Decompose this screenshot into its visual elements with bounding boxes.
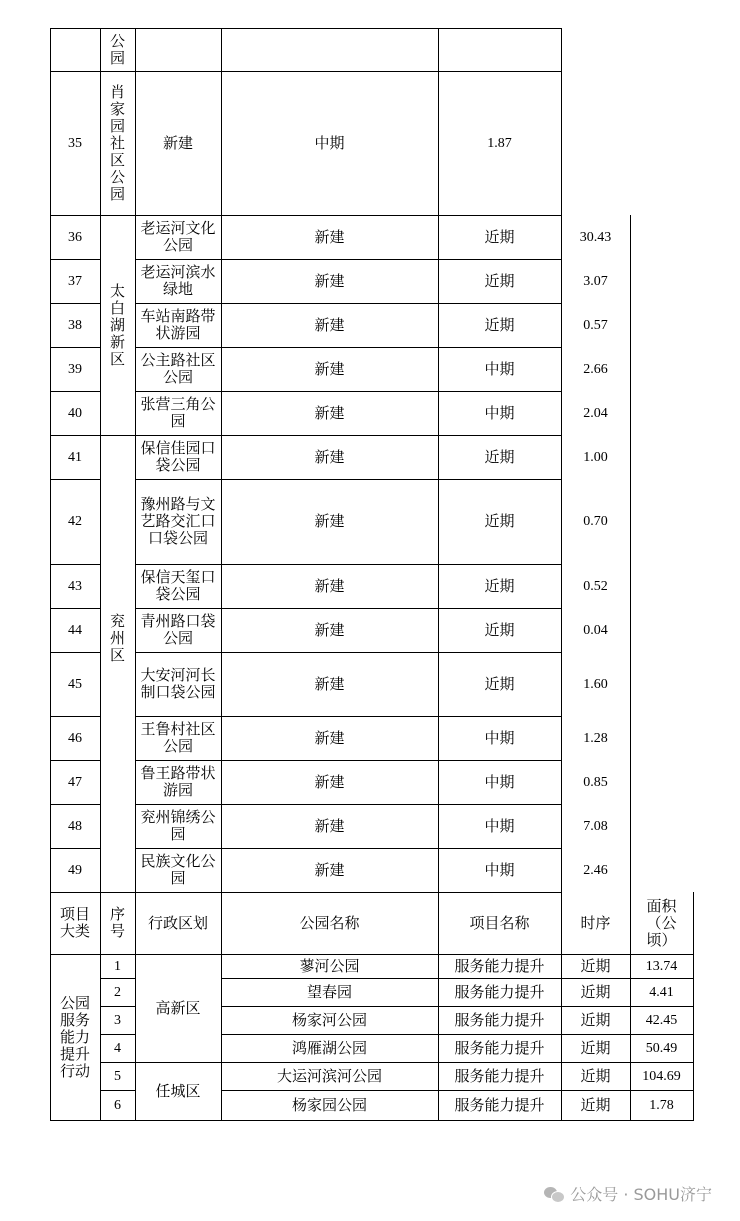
row-type-41 [221,435,438,479]
park-name-49-text: 民族文化公园 [140,852,216,887]
bottom-period-1 [561,954,630,978]
bottom-park-4 [221,1034,438,1062]
row-type-36-text: 新建 [314,227,345,246]
row-type-46 [221,716,438,760]
header-category [50,892,100,954]
row-period-47 [438,760,561,804]
row-area-49 [561,848,630,892]
row-area-42-text: 0.70 [583,514,608,529]
row-no-43 [50,564,100,608]
row-no-46-text: 46 [68,730,82,746]
park-name-48-text: 兖州锦绣公园 [140,808,216,843]
row-area-35 [438,71,561,215]
row-type-48 [221,804,438,848]
row-type-40-text: 新建 [314,403,345,422]
row-type-39 [221,347,438,391]
row-period-48 [438,804,561,848]
row-no-40-text: 40 [68,405,82,421]
row-period-40-text: 中期 [484,403,515,422]
row-area-41 [561,435,630,479]
row-type-49-text: 新建 [314,860,345,879]
row-area-46-text: 1.28 [583,730,608,746]
district-cell-yanzhou [100,535,135,742]
row-type-44 [221,608,438,652]
bottom-no-2 [100,978,135,1006]
row-no-41-text: 41 [68,449,82,465]
bottom-park-3 [221,1006,438,1034]
row-type-45-text: 新建 [314,674,345,693]
bottom-area-5-text: 104.69 [642,1068,681,1084]
bottom-no-6 [100,1090,135,1120]
bottom-project-3-text: 服务能力提升 [454,1010,545,1029]
row-type-37 [221,259,438,303]
park-name-38-text: 车站南路带状游园 [140,307,216,342]
row-no-35 [50,71,100,215]
row-no-35-text: 35 [68,135,82,151]
row-no-48-text: 48 [68,818,82,834]
park-name-44-text: 青州路口袋公园 [140,612,216,647]
row-period-37-text: 近期 [484,271,515,290]
bottom-project-4 [438,1034,561,1062]
row-type-38-text: 新建 [314,315,345,334]
header-park-text: 公园名称 [299,913,360,932]
row-period-43 [438,564,561,608]
bottom-period-4-text: 近期 [580,1038,611,1057]
park-name-39 [135,347,221,391]
bottom-area-5 [630,1062,693,1090]
row-no-41 [50,435,100,479]
bottom-area-6-text: 1.78 [649,1097,674,1113]
row-area-39-text: 2.66 [583,361,608,377]
bottom-area-3-text: 42.45 [645,1012,678,1028]
row-area-42 [561,479,630,564]
bottom-area-2-text: 4.41 [649,984,674,1000]
row-no-44 [50,608,100,652]
park-name-39-text: 公主路社区公园 [140,351,216,386]
bottom-no-1 [100,954,135,978]
bottom-area-1 [630,954,693,978]
row-type-47 [221,760,438,804]
row-area-37-text: 3.07 [583,273,608,289]
bottom-park-3-text: 杨家河公园 [291,1010,367,1029]
bottom-area-1-text: 13.74 [645,958,678,974]
district-gaoxin [135,954,221,1062]
bottom-park-6-text: 杨家园公园 [291,1095,367,1114]
header-project [438,892,561,954]
district-gaoxin-text: 高新区 [155,998,201,1017]
row-period-47-text: 中期 [484,772,515,791]
bottom-area-4 [630,1034,693,1062]
row-period-39 [438,347,561,391]
park-name-45 [135,652,221,716]
row-period-36 [438,215,561,259]
row-period-45 [438,652,561,716]
row-no-44-text: 44 [68,622,82,638]
bottom-park-1-text: 蓼河公园 [299,956,360,975]
row-period-42 [438,479,561,564]
bottom-period-5-text: 近期 [580,1066,611,1085]
row-period-38 [438,303,561,347]
row-type-43 [221,564,438,608]
park-name-41 [135,435,221,479]
row-period-41 [438,435,561,479]
header-period-text: 时序 [580,913,611,932]
watermark-text: 公众号 · SOHU济宁 [570,1185,712,1204]
row-no-49-text: 49 [68,862,82,878]
bottom-park-5 [221,1062,438,1090]
header-category-text: 项目大类 [59,905,90,940]
row-area-44-text: 0.04 [583,622,608,638]
bottom-no-6-text: 6 [114,1097,121,1113]
row-period-46-text: 中期 [484,728,515,747]
row-no-45-text: 45 [68,676,82,692]
row-no-47 [50,760,100,804]
district-rencheng-text: 任城区 [155,1081,201,1100]
table-rule [50,1120,694,1121]
park-name-47-text: 鲁王路带状游园 [140,764,216,799]
row-type-35 [135,71,221,215]
bottom-park-5-text: 大运河滨河公园 [276,1066,382,1085]
park-name-36 [135,215,221,259]
header-park [221,892,438,954]
row-no-37 [50,259,100,303]
bottom-park-6 [221,1090,438,1120]
row-no-43-text: 43 [68,578,82,594]
row-type-47-text: 新建 [314,772,345,791]
row-no-40 [50,391,100,435]
bottom-no-3 [100,1006,135,1034]
bottom-project-2 [438,978,561,1006]
park-name-44 [135,608,221,652]
park-name-46-text: 王鲁村社区公园 [140,720,216,755]
park-name-38 [135,303,221,347]
table-rule [630,215,631,893]
row-period-45-text: 近期 [484,674,515,693]
row-type-45 [221,652,438,716]
header-no-text: 序号 [109,905,125,940]
row-no-47-text: 47 [68,774,82,790]
row-no-45 [50,652,100,716]
row-area-48 [561,804,630,848]
park-name-47 [135,760,221,804]
row-no-38-text: 38 [68,317,82,333]
row-type-49 [221,848,438,892]
row-area-36-text: 30.43 [579,229,612,245]
park-name-48 [135,804,221,848]
row-period-39-text: 中期 [484,359,515,378]
park-name-45-text: 大安河河长制口袋公园 [140,666,216,701]
park-name-42-text: 豫州路与文艺路交汇口口袋公园 [140,495,216,547]
park-name-42 [135,479,221,564]
row-area-44 [561,608,630,652]
row-period-49-text: 中期 [484,860,515,879]
row-period-44 [438,608,561,652]
row-period-41-text: 近期 [484,447,515,466]
bottom-area-3 [630,1006,693,1034]
category-cell-text: 公园服务能力提升行动 [59,993,90,1080]
park-name-40 [135,391,221,435]
row-no-46 [50,716,100,760]
row-period-43-text: 近期 [484,576,515,595]
row-area-41-text: 1.00 [583,449,608,465]
row-type-38 [221,303,438,347]
row-area-45-text: 1.60 [583,676,608,692]
bottom-period-1-text: 近期 [580,956,611,975]
bottom-no-4 [100,1034,135,1062]
district-cell-taibaihu-text: 太白湖新区 [109,281,125,368]
bottom-area-2 [630,978,693,1006]
bottom-project-5-text: 服务能力提升 [454,1066,545,1085]
bottom-project-6 [438,1090,561,1120]
row-area-47 [561,760,630,804]
row-period-46 [438,716,561,760]
row-type-39-text: 新建 [314,359,345,378]
header-period [561,892,630,954]
bottom-project-5 [438,1062,561,1090]
row-period-35 [221,71,438,215]
bottom-period-2 [561,978,630,1006]
row-area-43-text: 0.52 [583,578,608,594]
district-cell-tail [100,28,135,71]
row-area-38-text: 0.57 [583,317,608,333]
bottom-no-2-text: 2 [114,984,121,1000]
bottom-period-4 [561,1034,630,1062]
district-cell-xiaojiayuan-text: 肖家园社区公园 [109,82,125,203]
row-no-38 [50,303,100,347]
park-name-49 [135,848,221,892]
bottom-project-6-text: 服务能力提升 [454,1095,545,1114]
row-no-39 [50,347,100,391]
watermark [544,1182,712,1205]
row-area-36 [561,215,630,259]
row-area-39 [561,347,630,391]
row-area-38 [561,303,630,347]
row-period-40 [438,391,561,435]
row-type-40 [221,391,438,435]
bottom-period-3-text: 近期 [580,1010,611,1029]
bottom-project-2-text: 服务能力提升 [454,982,545,1001]
row-no-36 [50,215,100,259]
bottom-period-2-text: 近期 [580,982,611,1001]
park-name-43 [135,564,221,608]
row-period-35-text: 中期 [314,133,345,152]
row-type-35-text: 新建 [162,133,193,152]
bottom-no-3-text: 3 [114,1012,121,1028]
bottom-area-4-text: 50.49 [645,1040,678,1056]
row-no-36-text: 36 [68,229,82,245]
row-type-42 [221,479,438,564]
row-area-35-text: 1.87 [487,135,512,151]
row-no-48 [50,804,100,848]
district-cell-tail-text: 公园 [109,31,125,67]
bottom-park-1 [221,954,438,978]
header-area [630,892,693,954]
row-area-48-text: 7.08 [583,818,608,834]
bottom-period-5 [561,1062,630,1090]
bottom-period-6 [561,1090,630,1120]
row-no-42-text: 42 [68,514,82,529]
district-cell-xiaojiayuan [100,71,135,215]
header-district [135,892,221,954]
row-period-49 [438,848,561,892]
row-type-36 [221,215,438,259]
row-period-36-text: 近期 [484,227,515,246]
row-type-48-text: 新建 [314,816,345,835]
bottom-project-4-text: 服务能力提升 [454,1038,545,1057]
row-type-44-text: 新建 [314,620,345,639]
row-area-43 [561,564,630,608]
row-period-38-text: 近期 [484,315,515,334]
district-rencheng [135,1062,221,1120]
row-type-42-text: 新建 [314,512,345,530]
bottom-area-6 [630,1090,693,1120]
row-area-47-text: 0.85 [583,774,608,790]
park-name-40-text: 张营三角公园 [140,395,216,430]
header-area-text: 面积（公顷） [646,896,677,949]
bottom-project-1-text: 服务能力提升 [454,956,545,975]
park-name-36-text: 老运河文化公园 [140,219,216,254]
row-area-37 [561,259,630,303]
bottom-project-3 [438,1006,561,1034]
header-project-text: 项目名称 [469,913,530,932]
row-area-45 [561,652,630,716]
bottom-period-3 [561,1006,630,1034]
row-no-37-text: 37 [68,273,82,289]
bottom-no-1-text: 1 [114,958,121,974]
row-period-37 [438,259,561,303]
bottom-park-4-text: 鸿雁湖公园 [291,1038,367,1057]
row-area-40-text: 2.04 [583,405,608,421]
park-name-37 [135,259,221,303]
row-area-40 [561,391,630,435]
row-period-48-text: 中期 [484,816,515,835]
header-district-text: 行政区划 [147,913,208,932]
row-no-42 [50,479,100,564]
park-name-46 [135,716,221,760]
category-cell [50,954,100,1120]
bottom-no-5 [100,1062,135,1090]
row-type-37-text: 新建 [314,271,345,290]
park-name-43-text: 保信天玺口袋公园 [140,568,216,603]
bottom-no-5-text: 5 [114,1068,121,1084]
header-no [100,892,135,954]
row-period-42-text: 近期 [484,512,515,530]
bottom-park-2 [221,978,438,1006]
row-area-49-text: 2.46 [583,862,608,878]
row-area-46 [561,716,630,760]
park-name-37-text: 老运河滨水绿地 [140,263,216,298]
wechat-icon [544,1186,564,1202]
row-type-43-text: 新建 [314,576,345,595]
row-type-41-text: 新建 [314,447,345,466]
row-period-44-text: 近期 [484,620,515,639]
district-cell-yanzhou-text: 兖州区 [109,612,125,664]
bottom-no-4-text: 4 [114,1040,121,1056]
bottom-period-6-text: 近期 [580,1095,611,1114]
district-cell-taibaihu [100,215,135,435]
bottom-project-1 [438,954,561,978]
row-type-46-text: 新建 [314,728,345,747]
park-name-41-text: 保信佳园口袋公园 [140,439,216,474]
bottom-park-2-text: 望春园 [306,982,352,1001]
row-no-39-text: 39 [68,361,82,377]
row-no-49 [50,848,100,892]
